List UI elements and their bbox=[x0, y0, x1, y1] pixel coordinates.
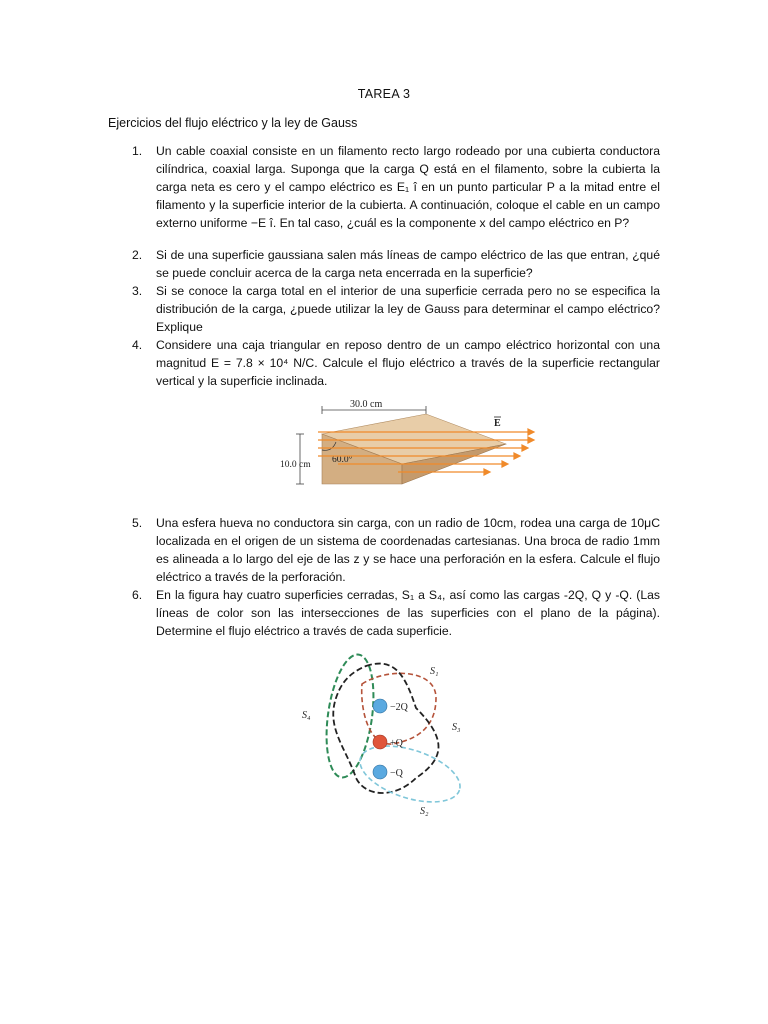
exercise-3 bbox=[132, 282, 660, 336]
exercise-text: Un cable coaxial consiste en un filamento recto largo rodeado por una cubierta conductora cilíndrica, coaxial larga. Suponga que la carga Q está en el filamento, sobre la cubierta la carga neta es cero y el campo eléctrico es E₁ î en un punto particular P a la mitad entre el filamento y la superficie interior de la cubierta. A continuación, coloque el cable en un campo externo uniforme −E î. En tal caso, ¿cuál es la componente x del campo eléctrico en P? bbox=[156, 144, 660, 230]
charge-label-3: −Q bbox=[390, 768, 403, 779]
angle-label: 60.0° bbox=[332, 455, 353, 465]
charge-negative-2q bbox=[373, 699, 387, 713]
exercise-6 bbox=[132, 586, 660, 640]
exercise-text: Considere una caja triangular en reposo dentro de un campo eléctrico horizontal con una magnitud E = 7.8 × 10⁴ N/C. Calcule el flujo eléctrico a través de la superficie rectangular vertical y la superficie inclinada. bbox=[156, 338, 660, 388]
exercise-text: En la figura hay cuatro superficies cerradas, S₁ a S₄, así como las cargas -2Q, Q y -Q. (Las líneas de color son las intersecciones de las superficies con el plano de la página). Determine el flujo eléctrico a través de cada superficie. bbox=[156, 588, 660, 638]
page-subtitle: Ejercicios del flujo eléctrico y la ley de Gauss bbox=[108, 116, 358, 130]
exercise-number: 2. bbox=[132, 248, 143, 262]
surface-s2 bbox=[353, 735, 467, 813]
surface-label-s4: S₄ bbox=[302, 710, 311, 721]
exercise-number: 6. bbox=[132, 588, 143, 602]
page-title: TAREA 3 bbox=[357, 87, 411, 101]
surface-label-s1: S₁ bbox=[430, 666, 439, 677]
exercise-text: Si se conoce la carga total en el interior de una superficie cerrada pero no se especifica la distribución de la carga, ¿puede utilizar la ley de Gauss para determinar el campo eléctrico? Explique bbox=[156, 284, 660, 334]
charge-positive-q bbox=[373, 735, 387, 749]
exercise-number: 3. bbox=[132, 284, 143, 298]
height-label: 10.0 cm bbox=[280, 460, 311, 470]
exercise-2 bbox=[132, 246, 660, 282]
charge-negative-q bbox=[373, 765, 387, 779]
exercise-number: 4. bbox=[132, 338, 143, 352]
triangular-box-figure bbox=[278, 392, 540, 494]
exercise-1 bbox=[132, 142, 660, 232]
gauss-surfaces-figure bbox=[296, 648, 472, 820]
charge-label-1: −2Q bbox=[390, 702, 408, 713]
exercise-number: 5. bbox=[132, 516, 143, 530]
exercise-4 bbox=[132, 336, 660, 390]
surface-label-s3: S₃ bbox=[452, 722, 461, 733]
surface-label-s2: S₂ bbox=[420, 806, 429, 817]
exercise-text: Una esfera hueva no conductora sin carga, con un radio de 10cm, rodea una carga de 10μC localizada en el origen de un sistema de coordenadas cartesianas. Una broca de radio 1mm es alineada a lo largo del eje de las z y se hace una perforación en la esfera. Calcule el flujo eléctrico a través de la perforación. bbox=[156, 516, 660, 584]
charge-label-2: +Q bbox=[390, 738, 403, 749]
exercise-number: 1. bbox=[132, 144, 143, 158]
exercise-5 bbox=[132, 514, 660, 586]
width-label: 30.0 cm bbox=[350, 399, 383, 410]
field-label: E bbox=[494, 418, 501, 429]
exercise-text: Si de una superficie gaussiana salen más líneas de campo eléctrico de las que entran, ¿qué se puede concluir acerca de la carga neta encerrada en la superficie? bbox=[156, 248, 660, 280]
